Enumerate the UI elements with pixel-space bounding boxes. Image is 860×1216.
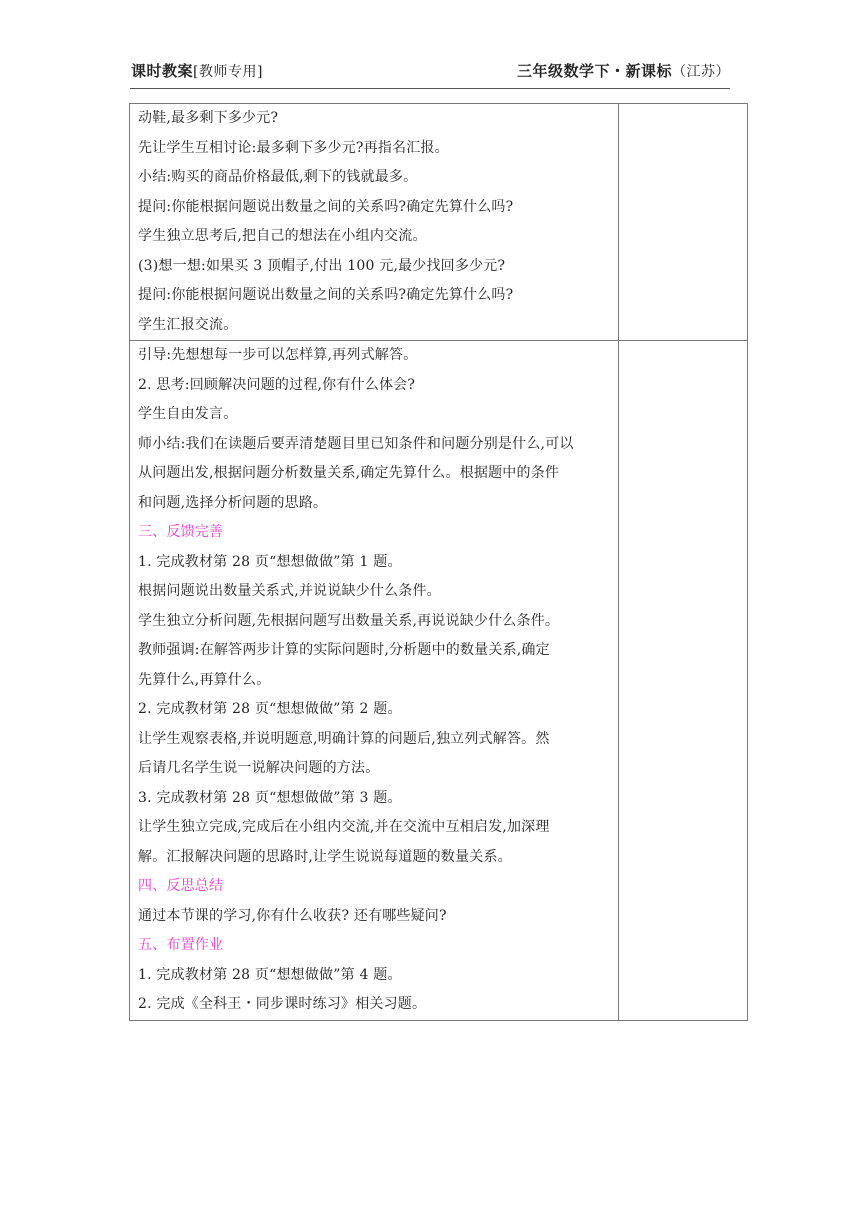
text-line: 3. 完成教材第 28 页“想想做做”第 3 题。	[138, 789, 402, 806]
header-right-tag: （江苏）	[672, 64, 730, 80]
text-line: 引导:先想想每一步可以怎样算,再列式解答。	[138, 347, 418, 363]
text-line: 先算什么,再算什么。	[138, 671, 271, 688]
section-heading-homework: 五、布置作业	[138, 937, 224, 953]
section-heading-reflection: 四、反思总结	[138, 878, 224, 894]
text-line: (3)想一想:如果买 3 顶帽子,付出 100 元,最少找回多少元?	[138, 257, 506, 274]
text-line: 学生自由发言。	[138, 406, 238, 422]
text-line: 学生独立分析问题,先根据问题写出数量关系,再说说缺少什么条件。	[138, 612, 560, 629]
text-line: 师小结:我们在读题后要弄清楚题目里已知条件和问题分别是什么,可以	[138, 435, 574, 452]
text-line: 提问:你能根据问题说出数量之间的关系吗?确定先算什么吗?	[138, 198, 514, 215]
text-line: 解。汇报解决问题的思路时,让学生说说每道题的数量关系。	[138, 848, 512, 865]
notes-cell	[619, 341, 748, 1021]
text-line: 2. 完成教材第 28 页“想想做做”第 2 题。	[138, 701, 402, 717]
header-left-tag: [教师专用]	[193, 64, 263, 80]
notes-cell	[619, 104, 748, 341]
table-row	[130, 341, 748, 1021]
section-heading-feedback: 三、反馈完善	[138, 524, 224, 540]
lesson-content-cell	[130, 341, 619, 1021]
text-line: 让学生观察表格,并说明题意,明确计算的问题后,独立列式解答。然	[138, 730, 550, 747]
text-line: 从问题出发,根据问题分析数量关系,确定先算什么。根据题中的条件	[138, 465, 560, 481]
lesson-content-cell	[130, 104, 619, 341]
header-left-title: 课时教案	[131, 62, 194, 80]
header-right	[517, 60, 730, 81]
text-line: 小结:购买的商品价格最低,剩下的钱就最多。	[138, 169, 418, 185]
text-line: 教师强调:在解答两步计算的实际问题时,分析题中的数量关系,确定	[138, 642, 550, 658]
header-right-title: 三年级数学下・新课标	[516, 62, 672, 80]
table-row	[130, 104, 748, 341]
text-line: 提问:你能根据问题说出数量之间的关系吗?确定先算什么吗?	[138, 287, 514, 303]
header-rule	[130, 88, 730, 89]
text-line: 后请几名学生说一说解决问题的方法。	[138, 760, 380, 776]
text-line: 和问题,选择分析问题的思路。	[138, 494, 328, 511]
header-left	[131, 60, 263, 81]
text-line: 动鞋,最多剩下多少元?	[138, 110, 279, 126]
text-line: 通过本节课的学习,你有什么收获? 还有哪些疑问?	[138, 907, 447, 924]
text-line: 2. 思考:回顾解决问题的过程,你有什么体会?	[138, 376, 416, 393]
text-line: 根据问题说出数量关系式,并说说缺少什么条件。	[138, 583, 441, 599]
text-line: 2. 完成《全科王・同步课时练习》相关习题。	[138, 996, 427, 1012]
text-line: 学生独立思考后,把自己的想法在小组内交流。	[138, 228, 427, 244]
text-line: 1. 完成教材第 28 页“想想做做”第 1 题。	[138, 553, 402, 570]
text-line: 1. 完成教材第 28 页“想想做做”第 4 题。	[138, 966, 402, 983]
text-line: 先让学生互相讨论:最多剩下多少元?再指名汇报。	[138, 139, 449, 156]
lesson-plan-table	[129, 103, 748, 1021]
text-line: 学生汇报交流。	[138, 316, 238, 333]
text-line: 让学生独立完成,完成后在小组内交流,并在交流中互相启发,加深理	[138, 819, 550, 835]
